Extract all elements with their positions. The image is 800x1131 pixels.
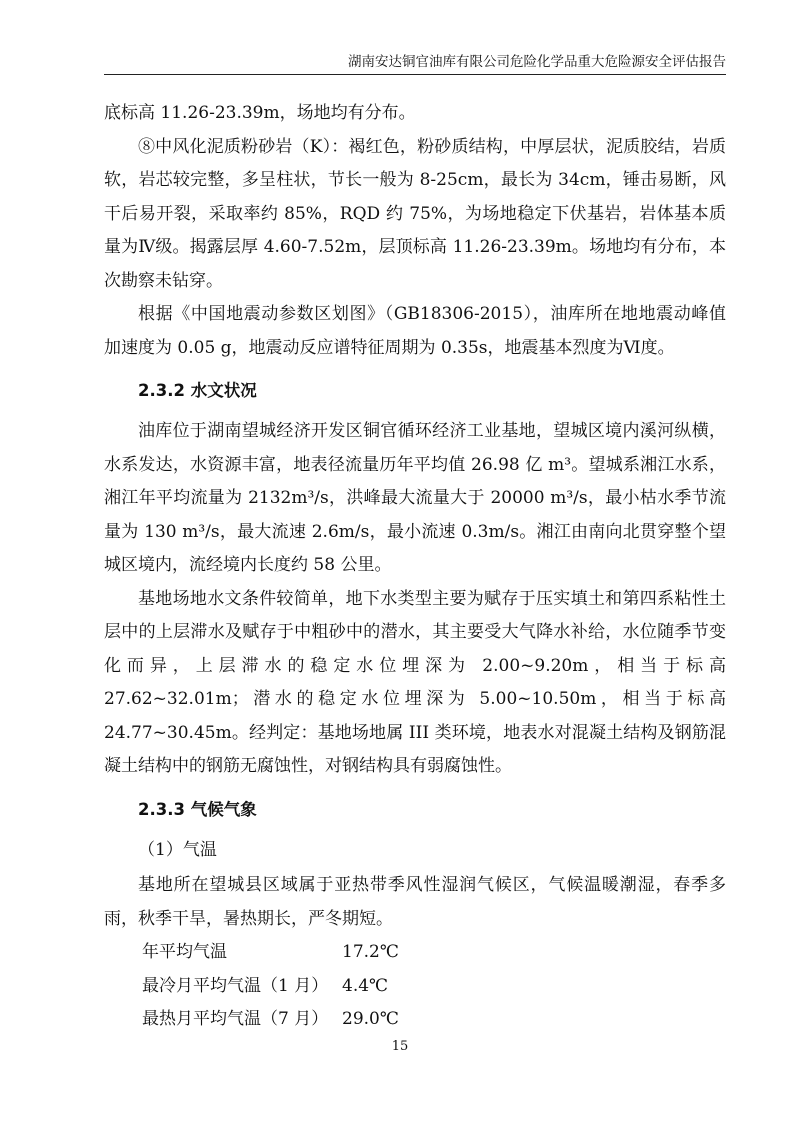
temperature-value: 17.2℃	[342, 942, 399, 962]
temperature-value: 4.4℃	[342, 975, 389, 996]
temperature-label: 年平均气温	[142, 942, 227, 962]
page-body	[104, 97, 726, 1037]
page-header	[104, 50, 726, 75]
paragraph-climate-description: 基地所在望城县区域属于亚热带季风性湿润气候区，气候温暖潮湿，春季多雨，秋季干旱，暑热期长，严冬期短。	[104, 875, 726, 929]
temperature-value: 29.0℃	[342, 1009, 399, 1029]
paragraph-groundwater: 基地场地水文条件较简单，地下水类型主要为赋存于压实填土和第四系粘性土层中的上层滞水及赋存于中粗砂中的潜水，其主要受大气降水补给，水位随季节变化而异，上层滞水的稳定水位埋深为 2.00~9.20m，相当于标高 27.62~32.01m；潜水的稳定水位埋深为 5.00~10.50m，相当于标高 24.77~30.45m。经判定：基地场地属 III 类环境，地表水对混凝土结构及钢筋混凝土结构中的钢筋无腐蚀性，对钢结构具有弱腐蚀性。	[104, 588, 726, 776]
section-heading-hydrology: 2.3.2 水文状况	[138, 381, 257, 400]
temperature-label: 最热月平均气温（7 月）	[142, 1009, 329, 1029]
temperature-list	[104, 936, 726, 1037]
temperature-label: 最冷月平均气温（1 月）	[142, 975, 329, 996]
subsection-label-temperature: （1）气温	[138, 839, 217, 860]
paragraph-surface-water: 油库位于湖南望城经济开发区铜官循环经济工业基地，望城区境内溪河纵横，水系发达，水资源丰富，地表径流量历年平均值 26.98 亿 m³。望城系湘江水系，湘江年平均流量为 2132m³/s，洪峰最大流量大于 20000 m³/s，最小枯水季节流量为 130 m³/s，最大流速 2.6m/s，最小流速 0.3m/s。湘江由南向北贯穿整个望城区境内，流经境内长度约 58 公里。	[104, 421, 727, 575]
paragraph-layer-elevation: 底标高 11.26-23.39m，场地均有分布。	[104, 103, 416, 123]
temperature-row	[104, 1003, 726, 1037]
temperature-row	[104, 936, 726, 970]
page-number: 15	[391, 1039, 409, 1054]
section-heading-climate: 2.3.3 气候气象	[138, 799, 257, 819]
header-title: 湖南安达铜官油库有限公司危险化学品重大危险源安全评估报告	[348, 54, 726, 70]
temperature-row	[104, 970, 726, 1004]
paragraph-siltstone-description: ⑧中风化泥质粉砂岩（K）：褐红色，粉砂质结构，中厚层状，泥质胶结，岩质软，岩芯较完整，多呈柱状，节长一般为 8-25cm，最长为 34cm，锤击易断，风干后易开裂，采取率约 85%，RQD 约 75%，为场地稳定下伏基岩，岩体基本质量为Ⅳ级。揭露层厚 4.60-7.52m，层顶标高 11.26-23.39m。场地均有分布，本次勘察未钻穿。	[104, 136, 726, 291]
paragraph-seismic-parameters: 根据《中国地震动参数区划图》（GB18306-2015），油库所在地地震动峰值加速度为 0.05 g，地震动反应谱特征周期为 0.35s，地震基本烈度为Ⅵ度。	[104, 304, 726, 358]
